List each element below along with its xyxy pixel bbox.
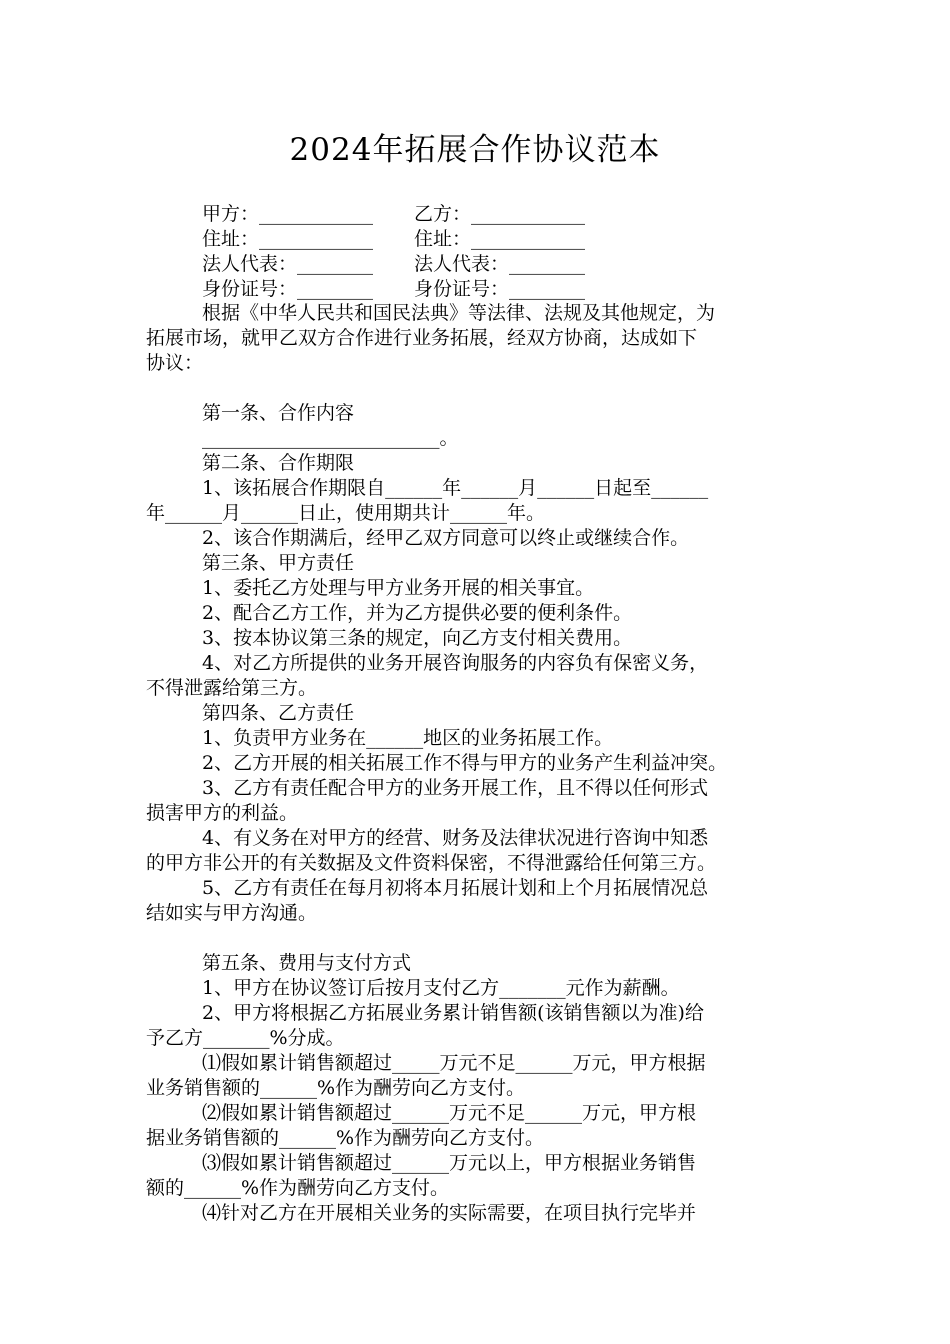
article-5-item: 予乙方_______%分成。 — [146, 1027, 345, 1049]
article-1-heading: 第一条、合作内容 — [202, 402, 355, 424]
article-5-item: 2、甲方将根据乙方拓展业务累计销售额(该销售额以为准)给 — [202, 1002, 704, 1024]
article-3-item: 不得泄露给第三方。 — [146, 677, 318, 699]
article-5-subitem: ⑶假如累计销售额超过______万元以上，甲方根据业务销售 — [202, 1152, 697, 1174]
document-title: 2024年拓展合作协议范本 — [289, 132, 661, 168]
party-b-address: 住址：____________ — [414, 228, 586, 250]
article-3-heading: 第三条、甲方责任 — [202, 552, 355, 574]
article-4-item: 1、负责甲方业务在______地区的业务拓展工作。 — [202, 727, 614, 749]
article-4-item: 损害甲方的利益。 — [146, 802, 299, 824]
article-4-item: 3、乙方有责任配合甲方的业务开展工作，且不得以任何形式 — [202, 777, 709, 799]
article-4-item: 的甲方非公开的有关数据及文件资料保密，不得泄露给任何第三方。 — [146, 852, 717, 874]
article-2-item: 年______月______日止，使用期共计______年。 — [146, 502, 546, 524]
article-4-heading: 第四条、乙方责任 — [202, 702, 355, 724]
article-3-item: 4、对乙方所提供的业务开展咨询服务的内容负有保密义务， — [202, 652, 709, 674]
article-5-subitem: ⑷针对乙方在开展相关业务的实际需要，在项目执行完毕并 — [202, 1202, 697, 1224]
article-4-item: 5、乙方有责任在每月初将本月拓展计划和上个月拓展情况总 — [202, 877, 709, 899]
article-3-item: 1、委托乙方处理与甲方业务开展的相关事宜。 — [202, 577, 595, 599]
article-5-subitem: 业务销售额的______%作为酬劳向乙方支付。 — [146, 1077, 526, 1099]
intro-line: 根据《中华人民共和国民法典》等法律、法规及其他规定，为 — [202, 302, 716, 324]
article-5-item: 1、甲方在协议签订后按月支付乙方_______元作为薪酬。 — [202, 977, 680, 999]
article-4-item: 2、乙方开展的相关拓展工作不得与甲方的业务产生利益冲突。 — [202, 752, 728, 774]
article-2-item: 1、该拓展合作期限自______年______月______日起至______ — [202, 477, 709, 499]
intro-line: 协议： — [146, 352, 204, 374]
article-5-subitem: ⑵假如累计销售额超过______万元不足______万元，甲方根 — [202, 1102, 697, 1124]
party-a-address: 住址：____________ — [202, 228, 374, 250]
article-4-item: 结如实与甲方沟通。 — [146, 902, 318, 924]
article-3-item: 2、配合乙方工作，并为乙方提供必要的便利条件。 — [202, 602, 633, 624]
article-2-item: 2、该合作期满后，经甲乙双方同意可以终止或继续合作。 — [202, 527, 690, 549]
article-5-subitem: 额的______%作为酬劳向乙方支付。 — [146, 1177, 450, 1199]
article-5-subitem: ⑴假如累计销售额超过_____万元不足______万元，甲方根据 — [202, 1052, 706, 1074]
intro-line: 拓展市场，就甲乙双方合作进行业务拓展，经双方协商，达成如下 — [146, 327, 698, 349]
article-5-subitem: 据业务销售额的______%作为酬劳向乙方支付。 — [146, 1127, 545, 1149]
article-2-heading: 第二条、合作期限 — [202, 452, 355, 474]
party-b-representative: 法人代表：________ — [414, 253, 586, 275]
article-4-item: 4、有义务在对甲方的经营、财务及法律状况进行咨询中知悉 — [202, 827, 709, 849]
party-a-id: 身份证号：________ — [202, 278, 374, 300]
party-b-name: 乙方：____________ — [414, 203, 586, 225]
party-b-id: 身份证号：________ — [414, 278, 586, 300]
article-5-heading: 第五条、费用与支付方式 — [202, 952, 412, 974]
party-a-name: 甲方：____________ — [202, 203, 374, 225]
party-a-representative: 法人代表：________ — [202, 253, 374, 275]
article-3-item: 3、按本协议第三条的规定，向乙方支付相关费用。 — [202, 627, 633, 649]
article-1-content: _________________________。 — [202, 427, 459, 449]
